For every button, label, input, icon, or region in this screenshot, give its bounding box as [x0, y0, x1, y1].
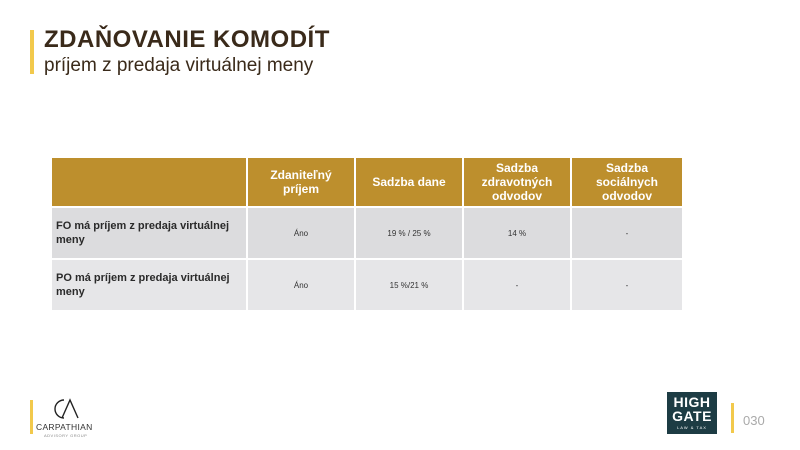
tax-table	[50, 156, 684, 312]
table-cell: 14 %	[464, 208, 570, 258]
table-header-row	[52, 158, 682, 206]
table-cell: 15 %/21 %	[356, 260, 462, 310]
table-cell: Áno	[248, 260, 354, 310]
row-label: FO má príjem z predaja virtuálnej meny	[52, 208, 246, 258]
header-tax-rate: Sadzba dane	[356, 158, 462, 206]
table-cell: 19 % / 25 %	[356, 208, 462, 258]
header-cell-empty	[52, 158, 246, 206]
title-accent-bar	[30, 30, 34, 74]
highgate-line1: HIGH	[673, 394, 711, 410]
table-cell: Áno	[248, 208, 354, 258]
table-row	[52, 208, 682, 258]
carpathian-subtitle: ADVISORY GROUP	[44, 433, 88, 438]
header-social-contributions: Sadzba sociálnych odvodov	[572, 158, 682, 206]
header-taxable-income: Zdaniteľný príjem	[248, 158, 354, 206]
ca-monogram-icon	[50, 397, 82, 421]
highgate-line3: LAW & TAX	[677, 425, 707, 430]
table-cell: -	[464, 260, 570, 310]
carpathian-name: CARPATHIAN	[36, 422, 93, 432]
carpathian-logo	[34, 397, 104, 442]
slide-subtitle: príjem z predaja virtuálnej meny	[44, 55, 314, 76]
table-cell: -	[572, 260, 682, 310]
page-number: 030	[743, 413, 765, 428]
table-cell: -	[572, 208, 682, 258]
page-accent-bar	[731, 403, 734, 433]
table-row	[52, 260, 682, 310]
row-label: PO má príjem z predaja virtuálnej meny	[52, 260, 246, 310]
header-health-contributions: Sadzba zdravotných odvodov	[464, 158, 570, 206]
logo-accent-bar	[30, 400, 33, 434]
highgate-line2: GATE	[672, 408, 712, 424]
slide-title: ZDAŇOVANIE KOMODÍT	[44, 26, 330, 53]
highgate-logo	[667, 392, 717, 434]
